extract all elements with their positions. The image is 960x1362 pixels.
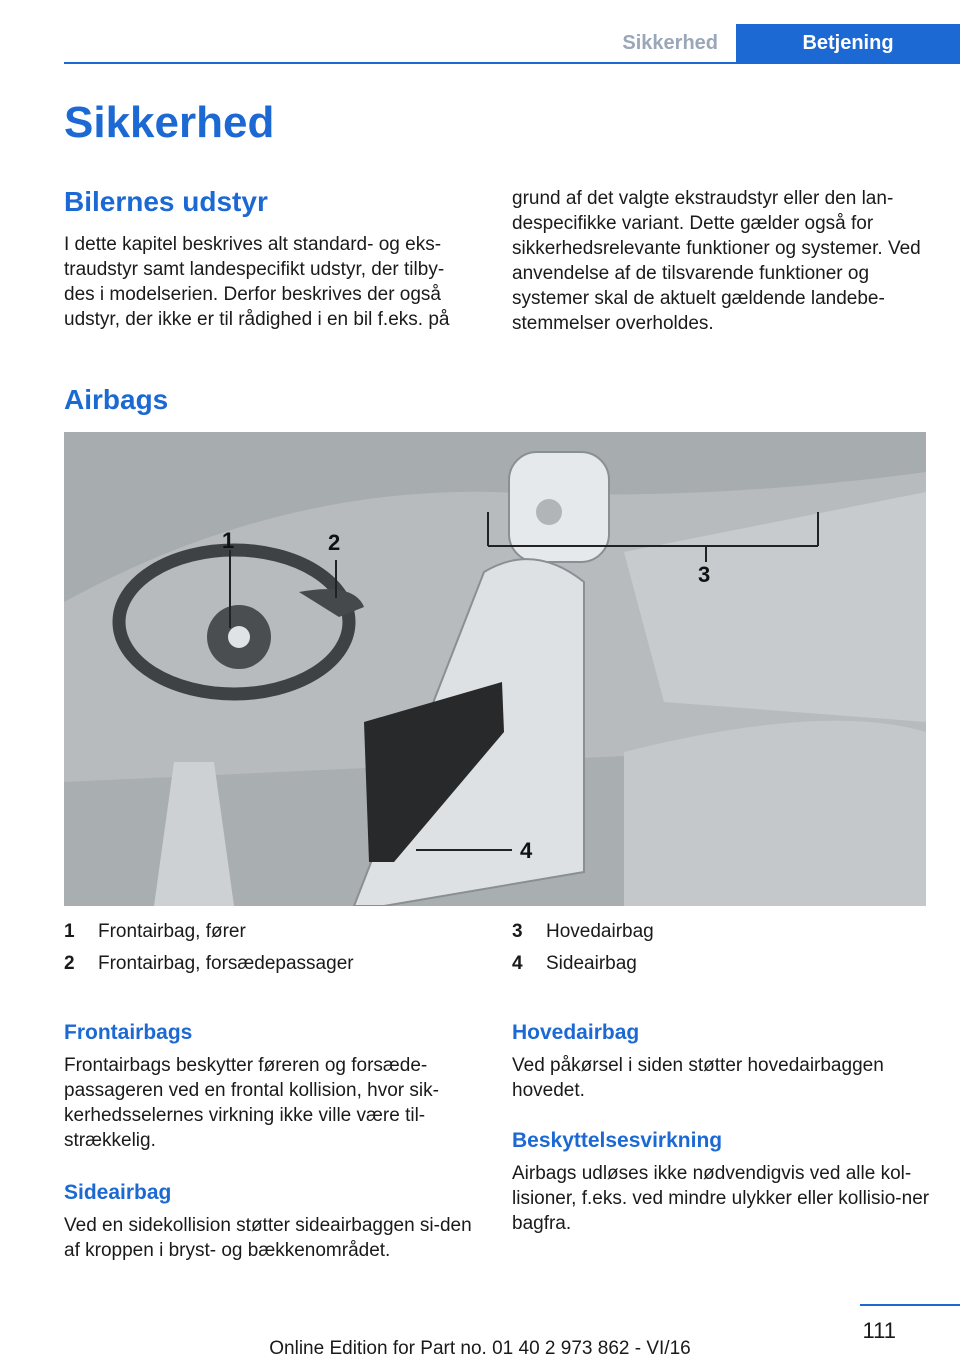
legend-label: Sideairbag	[546, 953, 637, 974]
callout-3: 3	[698, 562, 711, 587]
page-number: 111	[862, 1318, 896, 1343]
paragraph-equipment-col1: I dette kapitel beskrives alt standard- og eks-traudstyr samt landespecifikt udstyr, der tilby-des i modelserien. Derfor beskrives der også udstyr, der ikke er til rådighed i en bil f.eks. på	[64, 234, 450, 330]
heading-hovedairbag: Hovedairbag	[512, 1021, 640, 1044]
paragraph-frontairbags: Frontairbags beskytter føreren og forsæde-passageren ved en frontal kollision, hvor sik-kerhedsselernes virkning ikke ville være til-strækkelig.	[64, 1055, 439, 1151]
paragraph-hovedairbag: Ved påkørsel i siden støtter hovedairbaggen hovedet.	[512, 1055, 884, 1101]
paragraph-sideairbag: Ved en sidekollision støtter sideairbaggen si-den af kroppen i bryst- og bækkenområdet.	[64, 1215, 472, 1261]
legend-label: Hovedairbag	[546, 921, 654, 942]
tab-sikkerhed[interactable]: Sikkerhed	[622, 32, 718, 54]
page-title: Sikkerhed	[64, 98, 275, 147]
legend-number: 1	[64, 921, 75, 942]
header-bar	[64, 24, 960, 64]
legend-number: 2	[64, 953, 75, 974]
footer-edition: Online Edition for Part no. 01 40 2 973 862 - VI/16	[269, 1338, 691, 1359]
legend-number: 3	[512, 921, 523, 942]
heading-frontairbags: Frontairbags	[64, 1021, 193, 1044]
heading-airbags: Airbags	[64, 384, 169, 415]
callout-1: 1	[222, 528, 235, 553]
page-number-rule	[860, 1304, 960, 1306]
heading-sideairbag: Sideairbag	[64, 1181, 172, 1204]
legend-label: Frontairbag, forsædepassager	[98, 953, 354, 974]
heading-beskyttelsesvirkning: Beskyttelsesvirkning	[512, 1129, 723, 1152]
heading-bilernes-udstyr: Bilernes udstyr	[64, 186, 268, 217]
airbag-illustration	[64, 432, 926, 906]
paragraph-beskyttelsesvirkning: Airbags udløses ikke nødvendigvis ved alle kol-lisioner, f.eks. ved mindre ulykker eller kollisio-ner bagfra.	[512, 1163, 930, 1234]
paragraph-equipment-col2: grund af det valgte ekstraudstyr eller den lan-despecifikke variant. Dette gælder også for sikkerhedsrelevante funktioner og systemer. Ved anvendelse af de tilsvarende funktioner og systemer skal de aktuelt gældende landebe-stemmelser overholdes.	[512, 188, 921, 334]
tab-betjening[interactable]: Betjening	[736, 24, 960, 62]
callout-2: 2	[328, 530, 341, 555]
callout-4: 4	[520, 838, 533, 863]
legend-number: 4	[512, 953, 523, 974]
legend-label: Frontairbag, fører	[98, 921, 246, 942]
